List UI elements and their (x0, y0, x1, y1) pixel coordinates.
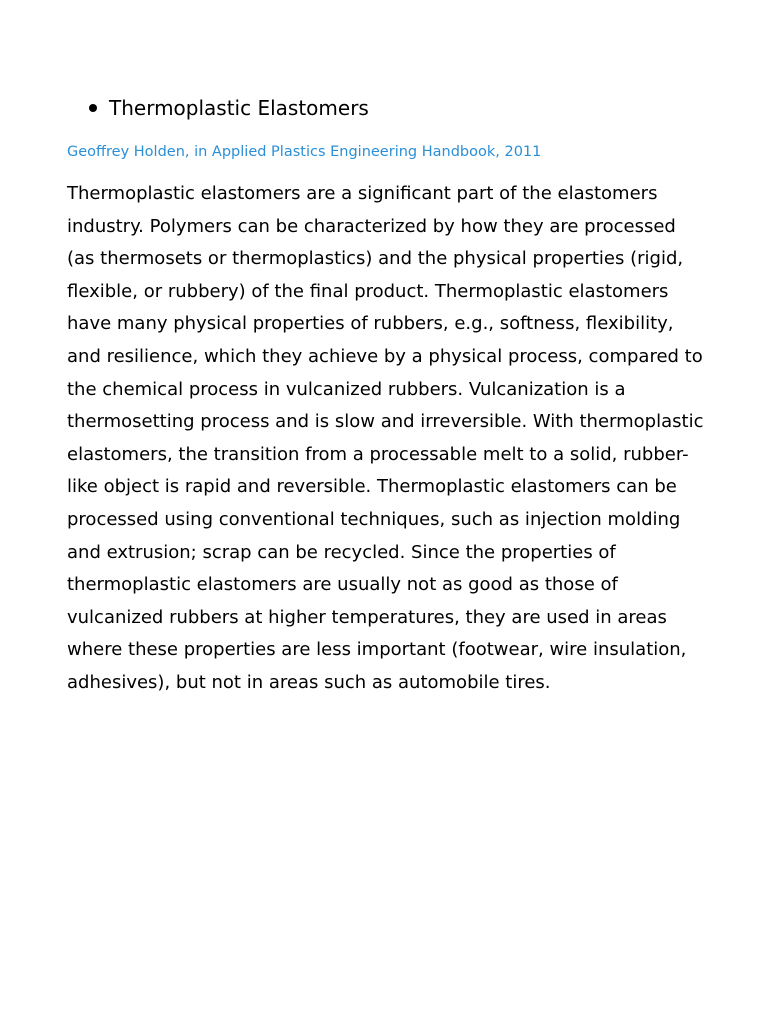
entry-body-text: Thermoplastic elastomers are a significant part of the elastomers industry. Polymers can be characterized by how they are processed (as thermosets or thermoplastics) and the physical properties (rigid, flexible, or rubbery) of the final product. Thermoplastic elastomers have many physical properties of rubbers, e.g., softness, flexibility, and resilience, which they achieve by a physical process, compared to the chemical process in vulcanized rubbers. Vulcanization is a thermosetting process and is slow and irreversible. With thermoplastic elastomers, the transition from a processable melt to a solid, rubber-like object is rapid and reversible. Thermoplastic elastomers can be processed using conventional techniques, such as injection molding and extrusion; scrap can be recycled. Since the properties of thermoplastic elastomers are usually not as good as those of vulcanized rubbers at higher temperatures, they are used in areas where these properties are less important (footwear, wire insulation, adhesives), but not in areas such as automobile tires. (67, 183, 704, 693)
reference-entry (67, 88, 707, 718)
citation-line (67, 140, 707, 164)
citation-link[interactable]: Geoffrey Holden, in Applied Plastics Engineering Handbook, 2011 (67, 144, 542, 160)
entry-title: Thermoplastic Elastomers (109, 96, 369, 120)
entry-heading (89, 88, 707, 128)
bullet-icon (89, 104, 97, 112)
